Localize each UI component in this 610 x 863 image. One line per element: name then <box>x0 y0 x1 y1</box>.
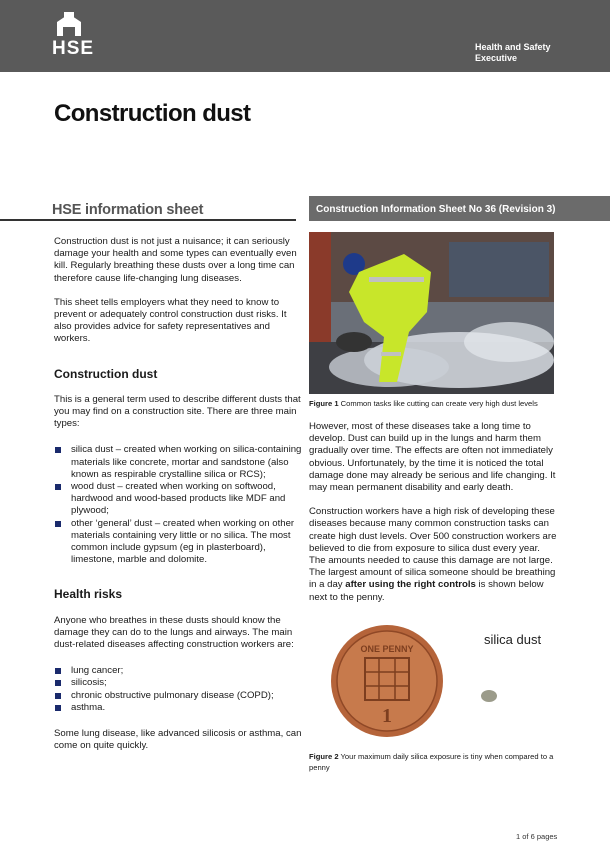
coin-text: ONE PENNY <box>360 643 414 654</box>
right-column <box>309 232 557 785</box>
header-bar <box>0 0 610 72</box>
section-heading-health-risks: Health risks <box>54 587 123 602</box>
right-paragraph-2: Construction workers have a high risk of developing these diseases because many common construction tasks can create high dust levels. Over 500 construction workers are believed to die from exposure to silica dust every year. The amounts needed to cause this damage are not large. The largest amount of silica someone should be breathing in a day after using the right controls is shown below next to the penny. <box>309 506 557 603</box>
list-item: asthma. <box>54 702 302 714</box>
list-item: other ‘general’ dust – created when working on other materials containing very little or no silica. The most common include gypsum (eg in plasterboard), limestone, marble and dolomite. <box>54 518 302 567</box>
figure1-caption: Figure 1 Common tasks like cutting can create very high dust levels <box>309 399 538 408</box>
section1-paragraph: This is a general term used to describe different dusts that you may find on a construction site. There are three main types: <box>54 393 301 430</box>
organisation-name: Health and Safety Executive <box>475 42 551 63</box>
silica-dust-label: silica dust <box>484 631 542 647</box>
penny-silica-photo <box>309 616 554 741</box>
figure2-caption: Figure 2 Your maximum daily silica exposure is tiny when compared to a penny <box>309 751 554 772</box>
hse-logo-text: HSE <box>52 38 95 59</box>
worker-cutting-photo <box>309 232 554 394</box>
sheet-number-bar <box>309 196 610 221</box>
sheet-number: Construction Information Sheet No 36 (Revision 3) <box>316 204 556 215</box>
left-column <box>54 236 302 765</box>
list-item: silica dust – created when working on silica-containing materials like concrete, mortar and sandstone (also known as respirable crystalline silica or RCS); <box>54 444 302 481</box>
intro-paragraph-2: This sheet tells employers what they need to know to prevent or adequately control construction dust risks. It also provides advice for safety representatives and workers. <box>54 296 287 345</box>
list-item: silicosis; <box>54 677 302 689</box>
section-heading-construction-dust: Construction dust <box>54 366 158 381</box>
section2-paragraph: Anyone who breathes in these dusts should know the damage they can do to the lungs and airways. The main dust-related diseases affecting construction workers are: <box>54 614 294 651</box>
right-paragraph-1: However, most of these diseases take a long time to develop. Dust can build up in the lungs and harm them gradually over time. The effects are often not immediately obvious. Unfortunately, by the time it is noticed the total damage done may already be serious and life changing. It may mean permanent disability and early death. <box>309 421 556 494</box>
info-sheet-title: HSE information sheet <box>52 202 204 218</box>
dust-types-list <box>54 444 302 566</box>
page-number: 1 of 6 pages <box>516 832 558 841</box>
section2-closing-paragraph: Some lung disease, like advanced silicosis or asthma, can come on quite quickly. <box>54 728 302 752</box>
intro-paragraph-1: Construction dust is not just a nuisance; it can seriously damage your health and some types can eventually even kill. Regularly breathing these dusts over a long time can therefore cause life-changing lung diseases. <box>54 236 297 284</box>
title-divider <box>0 219 296 221</box>
document-title: Construction dust <box>54 100 251 127</box>
list-item: wood dust – created when working on softwood, hardwood and wood-based products like MDF and plywood; <box>54 481 302 518</box>
list-item: lung cancer; <box>54 665 302 677</box>
diseases-list <box>54 665 302 714</box>
list-item: chronic obstructive pulmonary disease (COPD); <box>54 690 302 702</box>
coin-numeral: 1 <box>382 704 392 727</box>
